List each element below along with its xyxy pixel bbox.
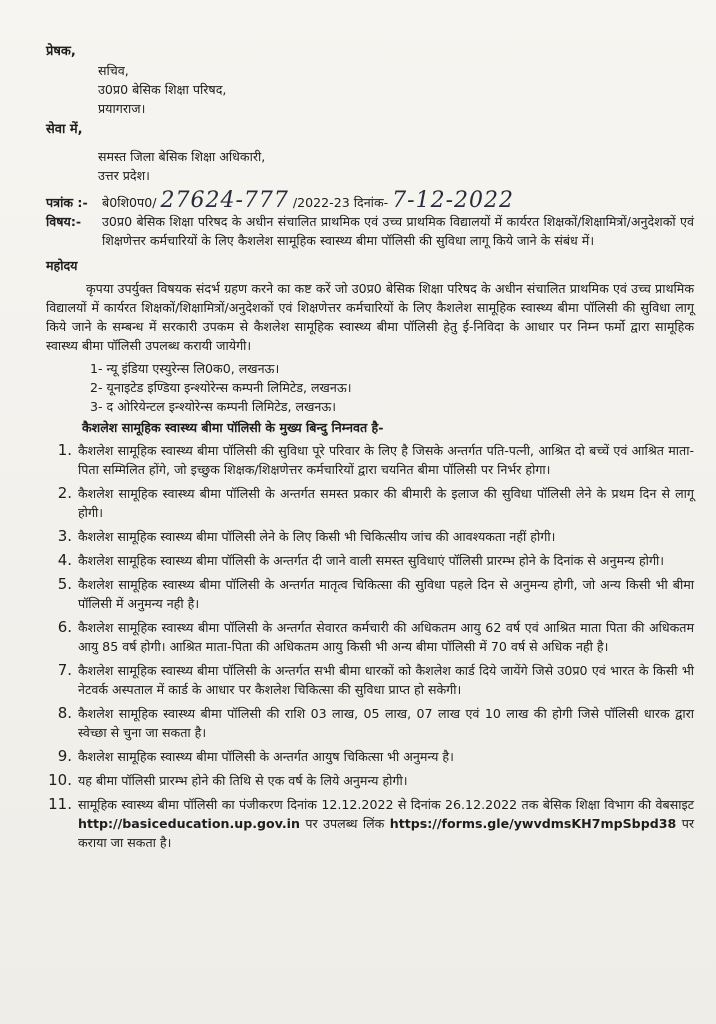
body-paragraph: कृपया उपर्युक्त विषयक संदर्भ ग्रहण करने का कष्ट करें जो उ0प्र0 बेसिक शिक्षा परिषद के अधीन संचालित प्राथमिक एवं उच्च प्राथमिक विद्यालयों में कार्यरत शिक्षकों/शिक्षामित्रों/अनुदेशकों एवं शिक्षणेत्तर कर्मचारियों के लिए कैशलेश सामूहिक स्वास्थ्य बीमा पॉलिसी की सुविधा लागू किये जाने के सम्बन्ध में सरकारी उपकम से कैशलेश सामूहिक स्वास्थ्य बीमा पॉलिसी हेतु ई-निविदा के आधार पर निम्न फर्मो द्वारा सामूहिक स्वास्थ्य बीमा पॉलिसी उपलब्ध करायी जायेगी। [46,281,694,353]
website-link[interactable]: http://basiceducation.up.gov.in [78,816,300,831]
handwritten-letter-number: 27624-777 [160,188,289,213]
reference-middle: /2022-23 दिनांक- [292,195,389,210]
form-link[interactable]: https://forms.gle/ywvdmsKH7mpSbpd38 [389,816,677,831]
point-number: 5. [57,575,72,593]
company-item: 1- न्यू इंडिया एस्युरेन्स लि0क0, लखनऊ। [90,361,280,376]
list-item [46,795,694,852]
subject-label: विषय:- [46,214,82,229]
subject-text: उ0प्र0 बेसिक शिक्षा परिषद के अधीन संचालित प्राथमिक एवं उच्च प्राथमिक विद्यालयों में कार्यरत शिक्षकों/शिक्षामित्रों/अनुदेशकों एवं शिक्षणेत्तर कर्मचारियों के लिए कैशलेश सामूहिक स्वास्थ्य बीमा पॉलिसी की सुविधा लागू किये जाने के संबंध में। [102,214,694,248]
reference-label: पत्रांक :- [46,195,88,210]
point-text: कैशलेश सामूहिक स्वास्थ्य बीमा पॉलिसी के अन्तर्गत दी जाने वाली समस्त सुविधाएं पॉलिसी प्रारम्भ होने के दिनांक से अनुमन्य होगी। [78,553,665,568]
point-text: यह बीमा पॉलिसी प्रारम्भ होने की तिथि से एक वर्ष के लिये अनुमन्य होगी। [78,773,408,788]
recipient-block [46,147,694,185]
point-text: कैशलेश सामूहिक स्वास्थ्य बीमा पॉलिसी के अन्तर्गत सभी बीमा धारकों को कैशलेश कार्ड दिये जायेंगे जिसे उ0प्र0 एवं भारत के किसी भी नेटवर्क अस्पताल में कार्ड के आधार पर कैशलेश चिकित्सा की सुविधा प्राप्त हो सकेगी। [78,663,694,697]
point-text [78,795,694,852]
recipient-line: उत्तर प्रदेश। [98,168,150,183]
point-number: 4. [57,551,72,569]
point11-text-b: पर उपलब्ध लिंक [305,816,385,831]
point-number: 6. [57,618,72,636]
sender-block [46,61,694,118]
list-item [46,704,694,742]
list-item [46,771,694,790]
point-text: कैशलेश सामूहिक स्वास्थ्य बीमा पॉलिसी की सुविधा पूरे परिवार के लिए है जिसके अन्तर्गत पति-पत्नी, आश्रित दो बच्चें एवं आश्रित माता-पिता सम्मिलित होंगे, जो इच्छुक शिक्षक/शिक्षणेत्तर कर्मचारियों द्वारा चयनित बीमा पॉलिसी पर निर्भर होगा। [78,443,694,477]
point-number: 11. [48,795,72,813]
list-item [46,661,694,699]
sender-label: प्रेषक, [46,44,76,59]
point-number: 1. [57,441,72,459]
subject-block [46,212,694,250]
point-number: 2. [57,484,72,502]
reference-prefix: बे0शि0प0/ [102,195,157,210]
reference-line [46,188,694,213]
point-text: कैशलेश सामूहिक स्वास्थ्य बीमा पॉलिसी लेने के लिए किसी भी चिकित्सीय जांच की आवश्यकता नहीं होगी। [78,529,556,544]
sender-line: उ0प्र0 बेसिक शिक्षा परिषद, [98,82,227,97]
list-item [46,575,694,613]
point-text: कैशलेश सामूहिक स्वास्थ्य बीमा पॉलिसी की राशि 03 लाख, 05 लाख, 07 लाख एवं 10 लाख की होगी जिसे पॉलिसी धारक द्वारा स्वेच्छा से चुना जा सकता है। [78,706,694,740]
recipient-line: समस्त जिला बेसिक शिक्षा अधिकारी, [98,149,266,164]
point-number: 8. [57,704,72,722]
list-item [46,551,694,570]
recipient-label: सेवा में, [46,122,83,137]
sender-line: सचिव, [98,63,129,78]
point-text: कैशलेश सामूहिक स्वास्थ्य बीमा पॉलिसी के अन्तर्गत सेवारत कर्मचारी की अधिकतम आयु 62 वर्ष एवं आश्रित माता पिता की अधिकतम आयु 85 वर्ष होगी। आश्रित माता-पिता की अधिकतम आयु किसी भी अन्य बीमा पॉलिसी में 70 वर्ष से अधिक नही है। [78,620,694,654]
point-text: कैशलेश सामूहिक स्वास्थ्य बीमा पॉलिसी के अन्तर्गत आयुष चिकित्सा भी अनुमन्य है। [78,749,454,764]
points-heading: कैशलेश सामूहिक स्वास्थ्य बीमा पॉलिसी के मुख्य बिन्दु निम्नवत है- [82,420,384,435]
company-item: 3- द ओरियेन्टल इन्श्योरेन्स कम्पनी लिमिटेड, लखनऊ। [90,399,337,414]
point-number: 10. [48,771,72,789]
point-text: कैशलेश सामूहिक स्वास्थ्य बीमा पॉलिसी के अन्तर्गत मातृत्व चिकित्सा की सुविधा पहले दिन से अनुमन्य होगी, जो अन्य किसी भी बीमा पॉलिसी में अनुमन्य नही है। [78,577,694,611]
point11-text-c: पर कराया जा सकता है। [78,816,694,850]
point11-text-a: सामूहिक स्वास्थ्य बीमा पॉलिसी का पंजीकरण दिनांक 12.12.2022 से दिनांक 26.12.2022 तक बेसिक शिक्षा विभाग की वेबसाइट [78,797,694,812]
salutation: महोदय [46,258,78,273]
list-item [46,618,694,656]
point-number: 3. [57,527,72,545]
company-list [46,359,694,416]
point-number: 7. [57,661,72,679]
list-item [46,441,694,479]
point-number: 9. [57,747,72,765]
handwritten-date: 7-12-2022 [392,188,515,213]
company-item: 2- यूनाइटेड इण्डिया इन्श्योरेन्स कम्पनी लिमिटेड, लखनऊ। [90,380,352,395]
list-item [46,484,694,522]
sender-line: प्रयागराज। [98,101,146,116]
point-text: कैशलेश सामूहिक स्वास्थ्य बीमा पॉलिसी के अन्तर्गत समस्त प्रकार की बीमारी के इलाज की सुविधा पॉलिसी लेने के प्रथम दिन से लागू होगी। [78,486,694,520]
points-list [46,441,694,852]
list-item [46,747,694,766]
list-item [46,527,694,546]
